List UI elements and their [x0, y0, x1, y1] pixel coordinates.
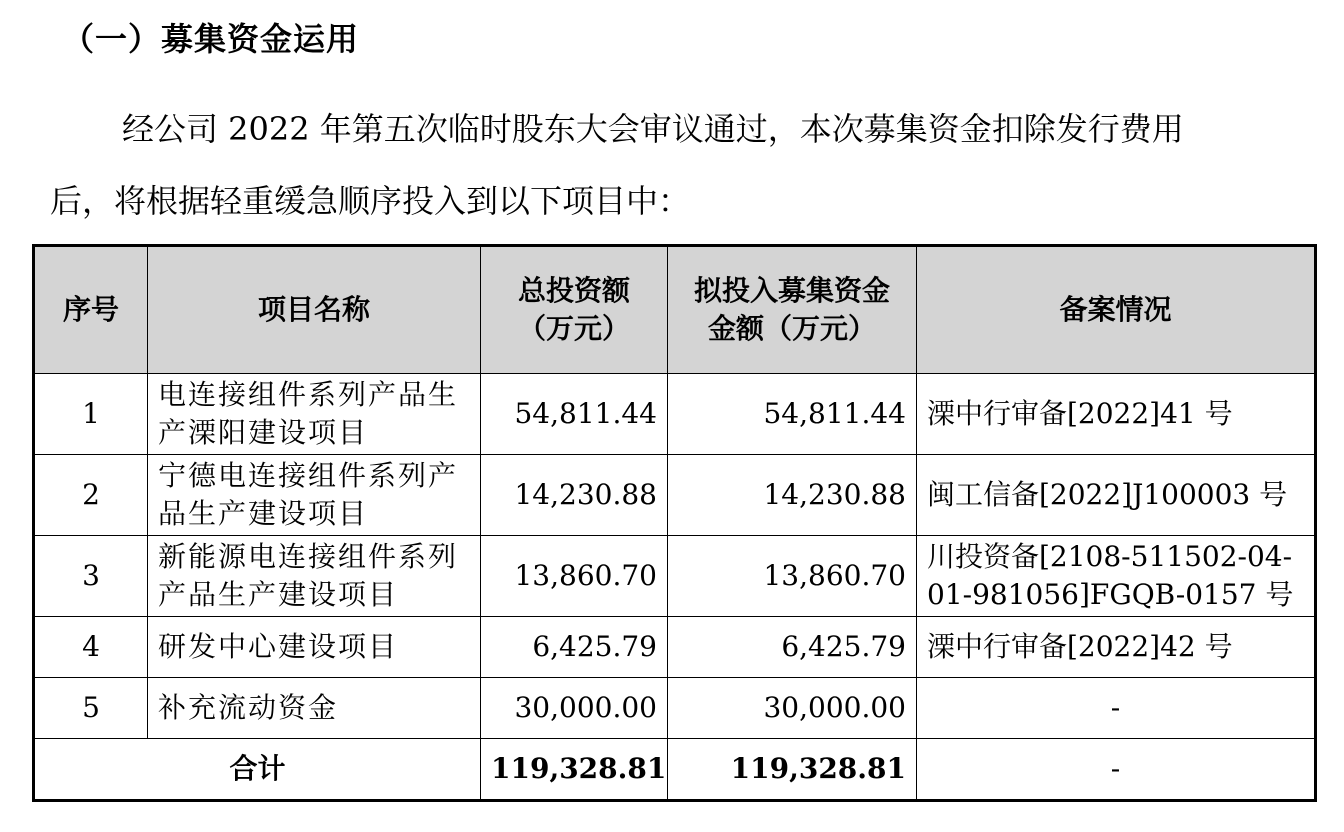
header-no: 序号 [34, 246, 148, 374]
total-record: - [917, 739, 1316, 801]
row-no: 5 [34, 678, 148, 739]
row-raised: 14,230.88 [668, 455, 917, 536]
row-total: 30,000.00 [481, 678, 668, 739]
row-name: 电连接组件系列产品生产溧阳建设项目 [148, 374, 481, 455]
row-raised: 13,860.70 [668, 536, 917, 617]
table-row [34, 678, 1316, 739]
header-total: 总投资额（万元） [481, 246, 668, 374]
header-name: 项目名称 [148, 246, 481, 374]
row-no: 3 [34, 536, 148, 617]
total-label: 合计 [34, 739, 481, 801]
total-raised: 119,328.81 [668, 739, 917, 801]
row-name: 新能源电连接组件系列产品生产建设项目 [148, 536, 481, 617]
intro-paragraph-line2: 后，将根据轻重缓急顺序投入到以下项目中： [50, 182, 691, 220]
row-record: 闽工信备[2022]J100003 号 [917, 455, 1316, 536]
row-record: 溧中行审备[2022]42 号 [917, 617, 1316, 678]
row-raised: 30,000.00 [668, 678, 917, 739]
table-row [34, 374, 1316, 455]
table-row [34, 617, 1316, 678]
row-total: 14,230.88 [481, 455, 668, 536]
fund-usage-table [32, 244, 1317, 802]
row-total: 6,425.79 [481, 617, 668, 678]
row-record: 溧中行审备[2022]41 号 [917, 374, 1316, 455]
row-raised: 54,811.44 [668, 374, 917, 455]
row-total: 54,811.44 [481, 374, 668, 455]
header-raised: 拟投入募集资金金额（万元） [668, 246, 917, 374]
table-row [34, 455, 1316, 536]
total-investment: 119,328.81 [481, 739, 668, 801]
table-row [34, 536, 1316, 617]
section-title: （一）募集资金运用 [62, 20, 360, 58]
row-no: 4 [34, 617, 148, 678]
row-record: - [917, 678, 1316, 739]
row-record: 川投资备[2108-511502-04-01-981056]FGQB-0157 号 [917, 536, 1316, 617]
intro-paragraph-line1: 经公司 2022 年第五次临时股东大会审议通过，本次募集资金扣除发行费用 [122, 110, 1184, 148]
row-total: 13,860.70 [481, 536, 668, 617]
header-record: 备案情况 [917, 246, 1316, 374]
row-no: 2 [34, 455, 148, 536]
row-name: 补充流动资金 [148, 678, 481, 739]
row-raised: 6,425.79 [668, 617, 917, 678]
row-name: 宁德电连接组件系列产品生产建设项目 [148, 455, 481, 536]
table-total-row [34, 739, 1316, 801]
row-no: 1 [34, 374, 148, 455]
row-name: 研发中心建设项目 [148, 617, 481, 678]
table-header-row [34, 246, 1316, 374]
